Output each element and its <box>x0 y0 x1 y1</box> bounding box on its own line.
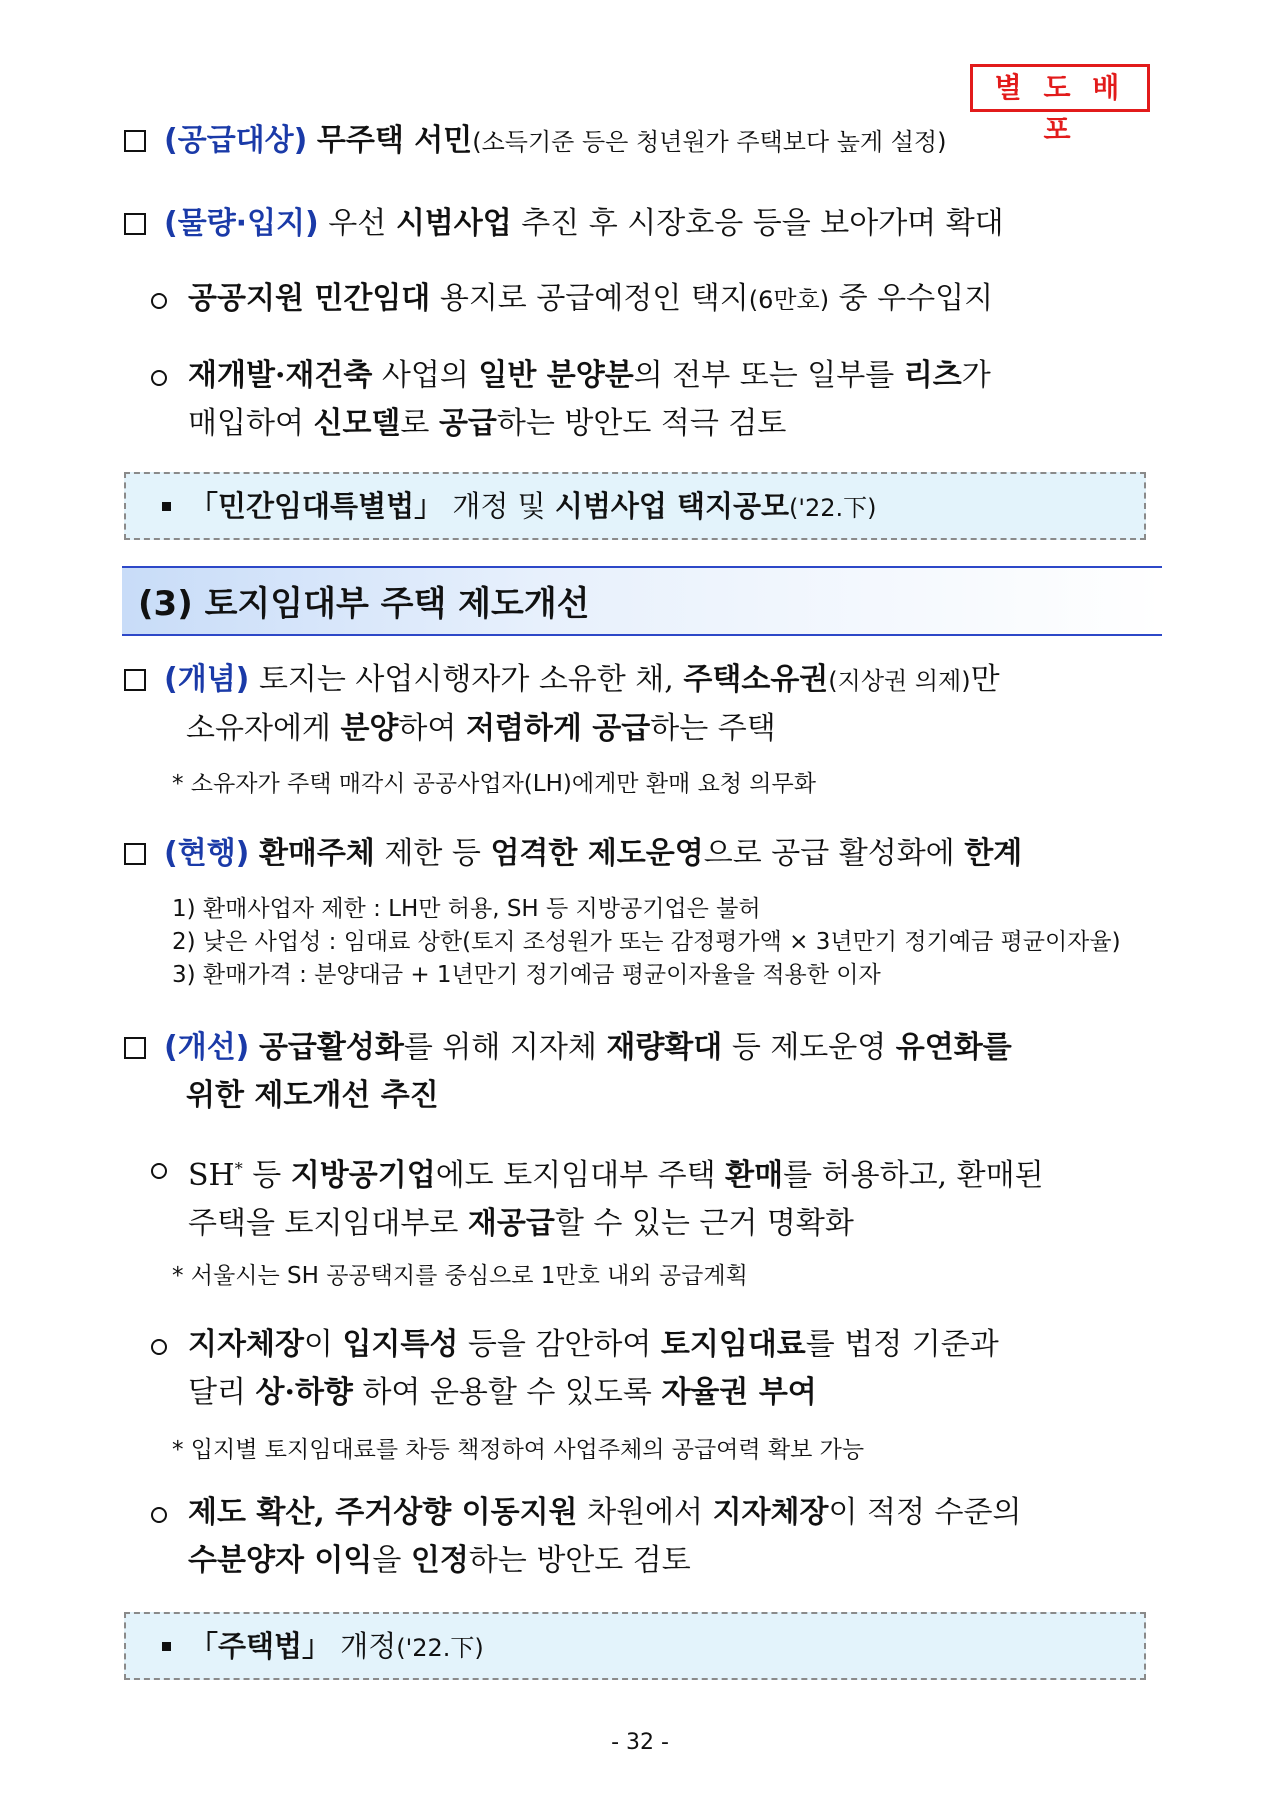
bold-text: 시범사업 <box>395 206 512 241</box>
supply-target-tag: (공급대상) <box>164 123 308 158</box>
text: 을 <box>372 1543 402 1578</box>
checkbox-square-icon <box>124 213 146 235</box>
note-seoul-plan: * 서울시는 SH 공공택지를 중심으로 1만호 내외 공급계획 <box>172 1263 748 1289</box>
bold-text: 저렴하게 공급 <box>465 711 651 746</box>
bold-text: 주택소유권 <box>683 662 829 697</box>
bold-text: 한계 <box>964 836 1023 871</box>
note-buyback: * 소유자가 주택 매각시 공공사업자(LH)에게만 환매 요청 의무화 <box>172 771 816 797</box>
separate-distribution-stamp: 별 도 배 포 <box>970 64 1150 112</box>
small-text: (6만호) <box>748 286 830 314</box>
bold-text: 「민간임대특별법」 <box>189 489 444 523</box>
improve-paragraph <box>124 1024 1164 1120</box>
text: SH <box>188 1158 235 1193</box>
limits-list <box>172 893 1121 992</box>
footnote-marker: * <box>234 1159 243 1178</box>
bold-text: 「주택법」 <box>189 1629 332 1663</box>
text: 중 우수입지 <box>838 281 994 316</box>
bold-text: 지자체장 <box>188 1327 304 1362</box>
text: 용지로 공급예정인 택지 <box>439 281 749 316</box>
supply-target-detail: (소득기준 등은 청년원가 주택보다 높게 설정) <box>472 128 947 156</box>
limit-item: 2) 낮은 사업성 : 임대료 상한(토지 조성원가 또는 감정평가액 × 3년만기 정기예금 평균이자율) <box>172 929 1121 955</box>
note-differential-rent: * 입지별 토지임대료를 차등 책정하여 사업주체의 공급여력 확보 가능 <box>172 1437 865 1463</box>
bold-text: 인정 <box>410 1543 469 1578</box>
text: 의 전부 또는 일부를 <box>633 358 895 393</box>
limit-item: 1) 환매사업자 제한 : LH만 허용, SH 등 지방공기업은 불허 <box>172 896 761 922</box>
checkbox-square-icon <box>124 1037 146 1059</box>
circle-bullet-icon <box>145 1333 169 1357</box>
small-text: ('22.下) <box>789 494 877 522</box>
text: 가 <box>961 358 991 393</box>
bold-text: 공공지원 민간임대 <box>188 281 431 316</box>
bold-text: 지자체장 <box>712 1495 829 1530</box>
circle-bullet-icon <box>145 1501 169 1525</box>
limit-item: 3) 환매가격 : 분양대금 + 1년만기 정기예금 평균이자율을 적용한 이자 <box>172 962 881 988</box>
text: 를 허용하고, 환매된 <box>783 1158 1044 1193</box>
text: 소유자에게 <box>186 711 331 746</box>
bold-text: 지방공기업 <box>290 1158 436 1193</box>
text: 등 제도운영 <box>731 1030 887 1065</box>
bold-text: 제도 확산, 주거상향 이동지원 <box>188 1495 578 1530</box>
text: 토지는 사업시행자가 소유한 채, <box>258 662 674 697</box>
bold-text: 재공급 <box>467 1206 555 1241</box>
bold-text: 공급 <box>438 406 497 441</box>
current-tag: (현행) <box>164 836 250 871</box>
bold-text: 수분양자 이익 <box>188 1543 373 1578</box>
bold-text: 일반 분양분 <box>478 358 634 393</box>
sub-item-land-rent-autonomy <box>188 1321 1163 1417</box>
text: 하여 <box>398 711 457 746</box>
improve-tag: (개선) <box>164 1030 250 1065</box>
small-text: ('22.下) <box>396 1634 484 1662</box>
action-item-box-1 <box>124 472 1146 540</box>
text: 매입하여 <box>188 406 304 441</box>
sub-item-buyer-profit <box>188 1489 1163 1585</box>
section-title: (3) 토지임대부 주택 제도개선 <box>138 584 590 624</box>
checkbox-square-icon <box>124 130 146 152</box>
text: 주택을 토지임대부로 <box>188 1206 459 1241</box>
supply-target-bold: 무주택 서민 <box>316 123 473 158</box>
text: 하여 운용할 수 있도록 <box>362 1375 652 1410</box>
bold-text: 재량확대 <box>606 1030 723 1065</box>
square-bullet-icon <box>162 502 171 511</box>
text: 하는 방안도 적극 검토 <box>496 406 787 441</box>
bold-text: 신모델 <box>313 406 401 441</box>
bold-text: 토지임대료 <box>660 1327 806 1362</box>
circle-bullet-icon <box>145 364 169 388</box>
action-item-box-2 <box>124 1612 1146 1680</box>
text: 에도 토지임대부 주택 <box>435 1158 716 1193</box>
text: 사업의 <box>381 358 469 393</box>
circle-bullet-icon <box>145 1157 169 1181</box>
concept-paragraph <box>124 656 1164 753</box>
text: 만 <box>970 662 1000 697</box>
bold-text: 분양 <box>340 711 399 746</box>
bold-text: 리츠 <box>903 358 962 393</box>
bold-text: 공급활성화 <box>258 1030 404 1065</box>
text: 할 수 있는 근거 명확화 <box>554 1206 854 1241</box>
text: 로 <box>400 406 430 441</box>
section-header <box>122 566 1162 636</box>
sub-item-private-rental <box>188 275 1163 324</box>
concept-tag: (개념) <box>164 662 250 697</box>
text: 하는 방안도 검토 <box>468 1543 691 1578</box>
bold-text: 자율권 부여 <box>661 1375 817 1410</box>
bold-text: 입지특성 <box>342 1327 459 1362</box>
sub-item-redevelopment <box>188 352 1163 448</box>
text: 를 법정 기준과 <box>805 1327 999 1362</box>
sub-item-local-enterprise <box>188 1145 1163 1248</box>
square-bullet-icon <box>162 1642 171 1651</box>
bold-text: 재개발·재건축 <box>188 358 373 393</box>
checkbox-square-icon <box>124 669 146 691</box>
text: 이 적정 수준의 <box>828 1495 1022 1530</box>
bold-text: 상·하향 <box>255 1375 353 1410</box>
bold-text: 유연화를 <box>895 1030 1012 1065</box>
text: 개정 및 <box>452 489 546 523</box>
text: 이 <box>303 1327 333 1362</box>
supply-target-paragraph <box>124 117 1164 166</box>
text: 등을 감안하여 <box>467 1327 652 1362</box>
text: 제한 등 <box>384 836 481 871</box>
text: 차원에서 <box>587 1495 704 1530</box>
page-number: - 32 - <box>611 1730 669 1755</box>
bold-text: 위한 제도개선 추진 <box>186 1078 439 1113</box>
circle-bullet-icon <box>145 287 169 311</box>
bold-text: 엄격한 제도운영 <box>490 836 704 871</box>
current-paragraph <box>124 830 1164 878</box>
text: 개정 <box>340 1629 397 1663</box>
text: 를 위해 지자체 <box>403 1030 597 1065</box>
volume-location-tag: (물량·입지) <box>164 206 319 241</box>
bold-text: 시범사업 택지공모 <box>554 489 790 523</box>
bold-text: 환매 <box>725 1158 784 1193</box>
text: 등 <box>252 1158 282 1193</box>
text: 달리 <box>188 1375 246 1410</box>
text: 추진 후 시장호응 등을 보아가며 확대 <box>521 206 1004 241</box>
text: 우선 <box>328 206 387 241</box>
checkbox-square-icon <box>124 843 146 865</box>
small-text: (지상권 의제) <box>828 667 971 695</box>
volume-location-paragraph <box>124 200 1164 248</box>
text: 으로 공급 활성화에 <box>703 836 955 871</box>
bold-text: 환매주체 <box>258 836 375 871</box>
text: 하는 주택 <box>650 711 776 746</box>
